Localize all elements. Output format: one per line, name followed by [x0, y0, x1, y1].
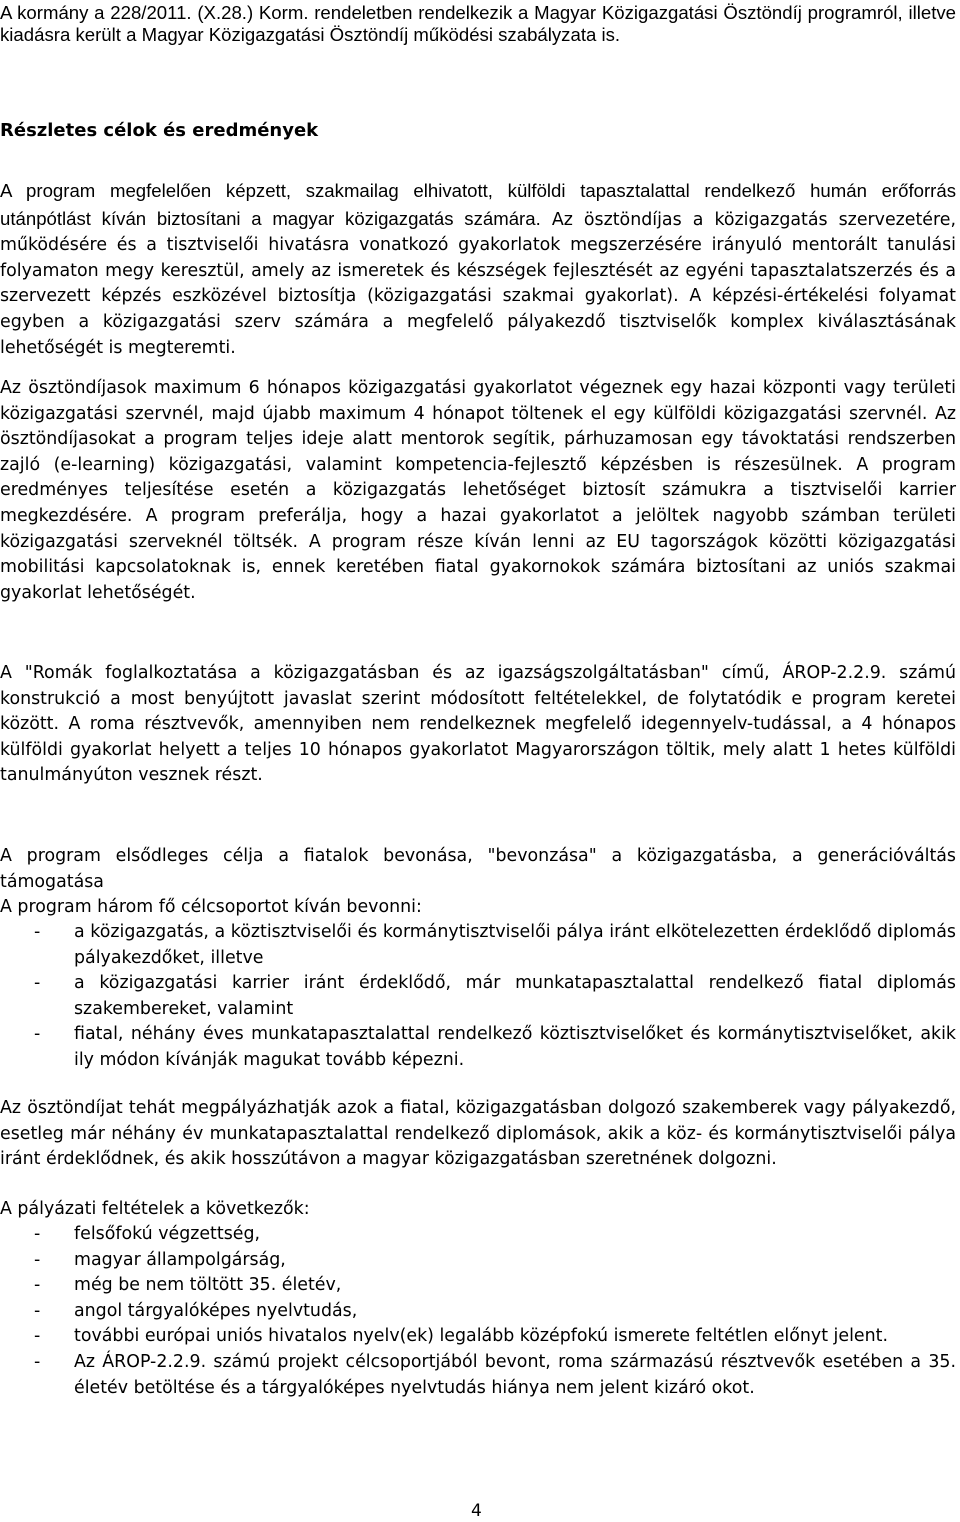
dash-bullet: - [34, 922, 41, 942]
list-item [0, 1222, 956, 1248]
list-item-text: a közigazgatás, a köztisztviselői és kormánytisztviselői pálya iránt elkötelezetten érdeklődő diplomás pályakezdőket, illetve [74, 922, 956, 968]
paragraph-roma-program: A "Romák foglalkoztatása a közigazgatásban és az igazságszolgáltatásban" című, ÁROP-2.2.9. számú konstrukció a most benyújtott javaslat szerint módosított feltételekkel, de folytatódik e program keretei között. A roma résztvevők, amennyiben nem rendelkeznek megfelelő idegennyelv-tudással, a 4 hónapos külföldi gyakorlat helyett a teljes 10 hónapos gyakorlatot Magyarországon töltik, mely alatt 1 hetes külföldi tanulmányúton vesznek részt. [0, 663, 956, 786]
list-item [0, 1350, 956, 1401]
list-item-text: Az ÁROP-2.2.9. számú projekt célcsoportjából bevont, roma származású résztvevők esetében a 35. életév betöltése és a tárgyalóképes nyelvtudás hiánya nem jelent kizáró okot. [74, 1351, 956, 1398]
dash-bullet: - [34, 973, 41, 994]
list-item [0, 971, 956, 1022]
conditions-lead: A pályázati feltételek a következők: [0, 1199, 310, 1219]
dash-bullet: - [34, 1351, 41, 1372]
dash-bullet: - [34, 1326, 41, 1347]
list-item-text: még be nem töltött 35. életév, [74, 1275, 342, 1296]
target-groups-lead: A program három fő célcsoportot kíván bevonni: [0, 897, 422, 917]
page-number: 4 [471, 1501, 482, 1521]
paragraph-internship: Az ösztöndíjasok maximum 6 hónapos közigazgatási gyakorlatot végeznek egy hazai központi vagy területi közigazgatási szervnél, majd újabb maximum 4 hónapot töltenek el egy külföldi közigazgatási szervnél. Az ösztöndíjasokat a program teljes ideje alatt mentorok segítik, párhuzamosan egy távoktatási rendszerben zajló (e-learning) közigazgatási, valamint kompetencia-fejlesztő képzésben is részesülnek. A program eredményes teljesítése esetén a közigazgatás lehetőséget biztosít számukra a tisztviselői karrier megkezdésére. A program preferálja, hogy a hazai gyakorlatot a jelöltek nagyobb számban területi közigazgatási szerveknél töltsék. A program része kíván lenni az EU tagországok közötti közigazgatási mobilitási kapcsolatoknak is, ennek keretében fiatal gyakornokok számára biztosítani az uniós szakmai gyakorlat lehetőségét. [0, 378, 956, 603]
dash-bullet: - [34, 1300, 41, 1321]
list-item [0, 1248, 956, 1274]
list-item-text: felsőfokú végzettség, [74, 1224, 261, 1244]
paragraph-goals-rest: Az ösztöndíjas a közigazgatás szervezetére, működésére és a tisztviselői hivatásra vonatkozó gyakorlatok megszerzésére irányuló mentorált tanulási folyamaton megy keresztül, amely az ismeretek és készségek fejlesztését az egyéni tapasztalatszerzés és a szervezett képzés eszközével biztosítja (közigazgatási szakmai gyakorlat). A képzési-értékelési folyamat egyben a közigazgatási szerv számára a megfelelő pályakezdő tisztviselők komplex kiválasztásának lehetőségét is megteremti. [0, 209, 956, 358]
list-item [0, 1324, 956, 1350]
list-item [0, 1273, 956, 1299]
dash-bullet: - [34, 1024, 41, 1045]
list-item [0, 1299, 956, 1325]
paragraph-goals-lead: A program megfelelően képzett, szakmailag elhivatott, külföldi tapasztalattal rendelkező humán erőforrás utánpótlást kíván biztosítani a magyar közigazgatás számára. [0, 180, 956, 229]
list-item [0, 1022, 956, 1073]
list-item-text: további európai uniós hivatalos nyelv(ek) legalább középfokú ismerete feltétlen előnyt jelent. [74, 1326, 888, 1347]
dash-bullet: - [34, 1275, 41, 1296]
paragraph-primary-goal: A program elsődleges célja a fiatalok bevonása, "bevonzása" a közigazgatásba, a generációváltás támogatása [0, 846, 956, 892]
dash-bullet: - [34, 1224, 41, 1244]
conditions-list [0, 1222, 956, 1401]
target-groups-list [0, 920, 956, 1074]
dash-bullet: - [34, 1249, 41, 1270]
section-heading: Részletes célok és eredmények [0, 120, 319, 141]
list-item-text: magyar állampolgárság, [74, 1249, 286, 1270]
paragraph-eligibility: Az ösztöndíjat tehát megpályázhatják azok a fiatal, közigazgatásban dolgozó szakemberek vagy pályakezdő, esetleg már néhány év munkatapasztalattal rendelkező diplomások, akik a köz- és kormánytisztviselői pálya iránt érdeklődnek, és akik hosszútávon a magyar közigazgatásban szeretnének dolgozni. [0, 1098, 956, 1170]
list-item-text: fiatal, néhány éves munkatapasztalattal rendelkező köztisztviselőket és kormánytisztviselőket, akik ily módon kívánják magukat tovább képezni. [74, 1024, 956, 1070]
list-item-text: angol tárgyalóképes nyelvtudás, [74, 1300, 358, 1321]
list-item-text: a közigazgatási karrier iránt érdeklődő, már munkatapasztalattal rendelkező fiatal diplomás szakembereket, valamint [74, 973, 956, 1019]
paragraph-goals [0, 178, 956, 361]
intro-paragraph: A kormány a 228/2011. (X.28.) Korm. rendeletben rendelkezik a Magyar Közigazgatási Ösztöndíj programról, illetve kiadásra került a Magyar Közigazgatási Ösztöndíj működési szabályzata is. [0, 2, 956, 45]
list-item [0, 920, 956, 971]
